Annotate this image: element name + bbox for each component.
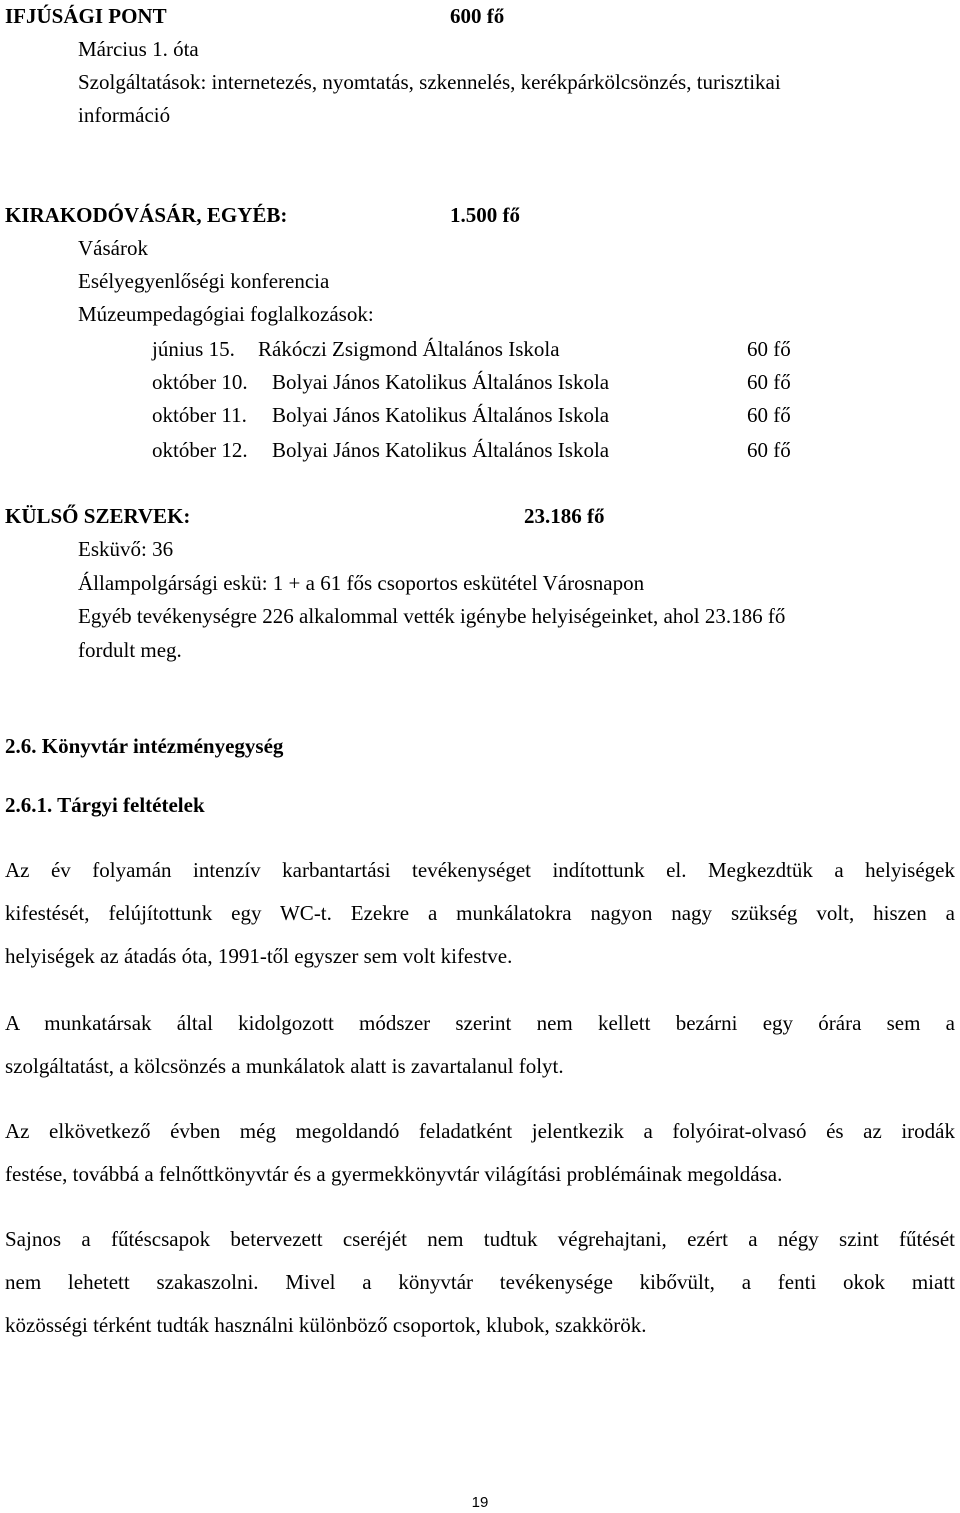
- paragraph-line: festése, továbbá a felnőttkönyvtár és a gyermekkönyvtár világítási problémáinak megoldása.: [5, 1162, 783, 1186]
- paragraph-line: helyiségek az átadás óta, 1991-től egyszer sem volt kifestve.: [5, 944, 513, 968]
- session-count: 60 fő: [747, 438, 791, 462]
- session-count: 60 fő: [747, 403, 791, 427]
- kirakodo-line: Múzeumpedagógiai foglalkozások:: [78, 302, 374, 326]
- section-heading: 2.6. Könyvtár intézményegység: [5, 734, 284, 758]
- ifjusagi-count: 600 fő: [450, 4, 505, 28]
- paragraph-line: A munkatársak által kidolgozott módszer szerint nem kellett bezárni egy órára sem a: [5, 1011, 955, 1035]
- session-date: június 15.: [152, 337, 235, 361]
- session-school: Rákóczi Zsigmond Általános Iskola: [258, 337, 560, 361]
- page-number: 19: [471, 1494, 489, 1511]
- session-school: Bolyai János Katolikus Általános Iskola: [272, 403, 610, 427]
- paragraph-line: nem lehetett szakaszolni. Mivel a könyvtár tevékenysége kibővült, a fenti okok miatt: [5, 1270, 955, 1294]
- session-school: Bolyai János Katolikus Általános Iskola: [272, 438, 610, 462]
- kulso-title: KÜLSŐ SZERVEK:: [5, 504, 191, 528]
- session-date: október 12.: [152, 438, 248, 462]
- session-school: Bolyai János Katolikus Általános Iskola: [272, 370, 610, 394]
- kirakodo-count: 1.500 fő: [450, 203, 520, 227]
- section-subheading: 2.6.1. Tárgyi feltételek: [5, 793, 205, 817]
- kirakodo-line: Vásárok: [78, 236, 148, 260]
- paragraph-line: közösségi térként tudták használni különböző csoportok, klubok, szakkörök.: [5, 1313, 647, 1337]
- paragraph-line: Az év folyamán intenzív karbantartási tevékenységet indítottunk el. Megkezdtük a helyiségek: [5, 858, 955, 882]
- paragraph-line: szolgáltatást, a kölcsönzés a munkálatok alatt is zavartalanul folyt.: [5, 1054, 564, 1078]
- paragraph-line: kifestését, felújítottunk egy WC-t. Ezekre a munkálatokra nagyon nagy szükség volt, hiszen a: [5, 901, 955, 925]
- ifjusagi-line: Március 1. óta: [78, 37, 199, 61]
- session-date: október 10.: [152, 370, 248, 394]
- ifjusagi-line: Szolgáltatások: internetezés, nyomtatás, szkennelés, kerékpárkölcsönzés, turisztikai: [78, 70, 781, 94]
- kulso-line: Állampolgársági eskü: 1 + a 61 fős csoportos eskütétel Városnapon: [78, 571, 645, 595]
- kulso-line: fordult meg.: [78, 638, 182, 662]
- kirakodo-line: Esélyegyenlőségi konferencia: [78, 269, 330, 293]
- ifjusagi-line: információ: [78, 103, 171, 127]
- session-count: 60 fő: [747, 370, 791, 394]
- kulso-line: Esküvő: 36: [78, 537, 174, 561]
- ifjusagi-title: IFJÚSÁGI PONT: [5, 4, 167, 28]
- paragraph-line: Sajnos a fűtéscsapok betervezett cseréjét nem tudtuk végrehajtani, ezért a négy szint fűtését: [5, 1227, 955, 1251]
- kulso-count: 23.186 fő: [524, 504, 605, 528]
- kirakodo-title: KIRAKODÓVÁSÁR, EGYÉB:: [5, 203, 288, 227]
- session-date: október 11.: [152, 403, 247, 427]
- kulso-line: Egyéb tevékenységre 226 alkalommal vették igénybe helyiségeinket, ahol 23.186 fő: [78, 604, 786, 628]
- paragraph-line: Az elkövetkező évben még megoldandó feladatként jelentkezik a folyóirat-olvasó és az irodák: [5, 1119, 955, 1143]
- session-count: 60 fő: [747, 337, 791, 361]
